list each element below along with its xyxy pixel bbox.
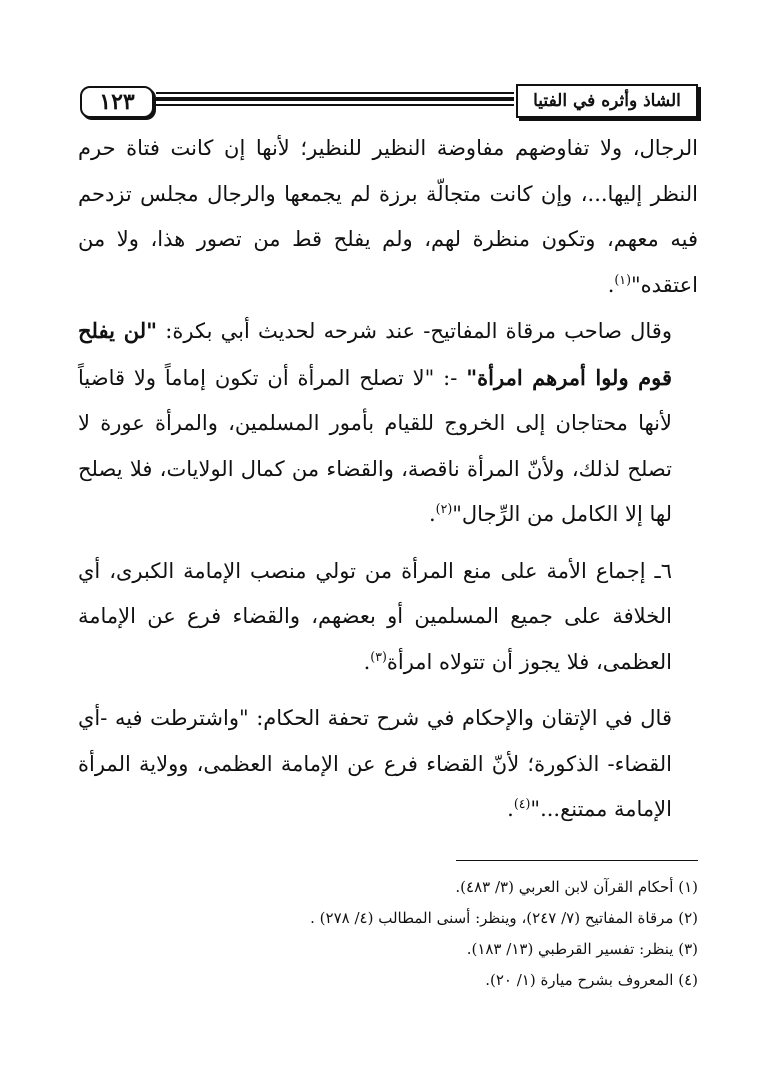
hadith-quote: "لن يفلح قوم ولوا أمرهم امرأة" (78, 318, 672, 390)
main-text (78, 126, 698, 833)
paragraph-text: وقال صاحب مرقاة المفاتيح- عند شرحه لحديث أبي بكرة: (157, 319, 672, 343)
paragraph: الرجال، ولا تفاوضهم مفاوضة النظير للنظير؛ لأنها إن كانت فتاة حرم النظر إليها...، وإن كانت متجالّة برزة لم يجمعها والرجال مجلس تزدحم فيه معهم، وتكون منظرة لهم، ولم يفلح قط من تصور هذا، ولا من اعتقده"$^{(١)}$. (78, 136, 698, 297)
footnote-ref: (٢) (435, 501, 453, 516)
footnote-separator (456, 860, 698, 861)
paragraph-text: الرجال، ولا تفاوضهم مفاوضة النظير للنظير؛ لأنها إن كانت فتاة حرم النظر إليها...، وإن كانت متجالّة برزة لم يجمعها والرجال مجلس تزدحم فيه معهم، وتكون منظرة لهم، ولم يفلح قط من تصور هذا، ولا من اعتقده" (78, 136, 698, 297)
running-title: الشاذ وأثره في الفتيا (516, 84, 698, 118)
paragraph: وقال صاحب مرقاة المفاتيح- عند شرحه لحديث أبي بكرة: "لن يفلح قوم ولوا أمرهم امرأة" -: "لا تصلح المرأة أن تكون إماماً ولا قاضياً لأنها محتاجان إلى الخروج للقيام بأمور المسلمين، والمرأة عورة لا تصلح لذلك، ولأنّ المرأة ناقصة، والقضاء من كمال الولايات، فلا يصلح لها إلا الكامل من الرِّجال"$^{(٢)}$. (78, 318, 672, 526)
footnote: (٣) ينظر: تفسير القرطبي (١٣/ ١٨٣). (466, 940, 698, 958)
paragraph: قال في الإتقان والإحكام في شرح تحفة الحكام: "واشترطت فيه -أي القضاء- الذكورة؛ لأنّ القضاء فرع عن الإمامة العظمى، وولاية المرأة الإمامة ممتنع..."$^{(٤)}$. (78, 706, 672, 821)
paragraph-text: ٦ـ إجماع الأمة على منع المرأة من تولي منصب الإمامة الكبرى، أي الخلافة على جميع المسلمين أو بعضهم، والقضاء فرع عن الإمامة العظمى، فلا يجوز أن تتولاه امرأة (78, 558, 672, 674)
header-rule (156, 92, 514, 108)
paragraph-text: قال في الإتقان والإحكام في شرح تحفة الحكام: "واشترطت فيه -أي القضاء- الذكورة؛ لأنّ القضاء فرع عن الإمامة العظمى، وولاية المرأة الإمامة ممتنع..." (78, 706, 672, 821)
footnote: (٢) مرقاة المفاتيح (٧/ ٢٤٧)، وينظر: أسنى المطالب (٤/ ٢٧٨) . (310, 909, 698, 927)
paragraph-text: -: "لا تصلح المرأة أن تكون إماماً ولا قاضياً لأنها محتاجان إلى الخروج للقيام بأمور المسلمين، والمرأة عورة لا تصلح لذلك، ولأنّ المرأة ناقصة، والقضاء من كمال الولايات، فلا يصلح لها إلا الكامل من الرِّجال" (78, 365, 672, 526)
footnote: (١) أحكام القرآن لابن العربي (٣/ ٤٨٣). (455, 878, 698, 896)
page-number: ١٢٣ (80, 86, 154, 118)
page-header (80, 84, 698, 118)
paragraph: ٦ـ إجماع الأمة على منع المرأة من تولي منصب الإمامة الكبرى، أي الخلافة على جميع المسلمين أو بعضهم، والقضاء فرع عن الإمامة العظمى، فلا يجوز أن تتولاه امرأة$^{(٣)}$. (78, 558, 672, 674)
footnote-ref: (١) (614, 271, 631, 287)
footnotes (180, 872, 698, 996)
footnote-ref: (٣) (370, 648, 387, 664)
footnote: (٤) المعروف بشرح ميارة (١/ ٢٠). (485, 971, 698, 989)
footnote-ref: (٤) (513, 796, 531, 811)
